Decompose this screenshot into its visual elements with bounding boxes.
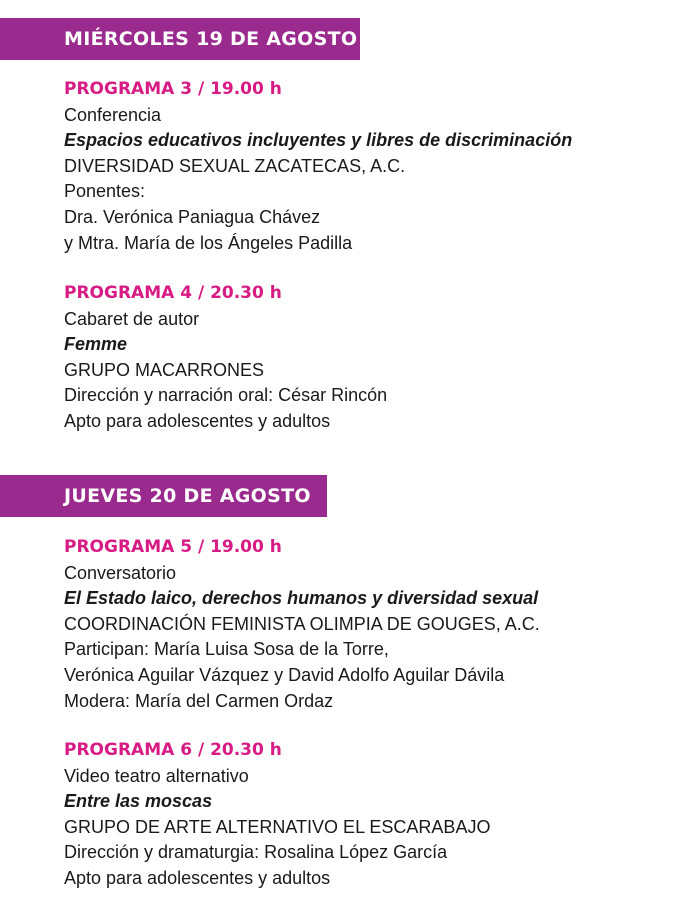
- program-detail: Dirección y narración oral: César Rincón: [64, 385, 388, 406]
- program-detail: y Mtra. María de los Ángeles Padilla: [64, 232, 353, 253]
- program-3: [64, 77, 684, 256]
- program-5: [64, 535, 684, 714]
- program-type: Conferencia: [64, 104, 162, 125]
- program-heading: PROGRAMA 5 / 19.00 h: [64, 537, 282, 557]
- program-type: Conversatorio: [64, 562, 177, 583]
- program-heading: PROGRAMA 4 / 20.30 h: [64, 283, 282, 303]
- program-detail: Dirección y dramaturgia: Rosalina López García: [64, 842, 448, 863]
- program-type: Cabaret de autor: [64, 308, 200, 329]
- program-4: [64, 281, 684, 435]
- event-title: El Estado laico, derechos humanos y diversidad sexual: [64, 588, 539, 609]
- program-detail: Modera: María del Carmen Ordaz: [64, 690, 334, 711]
- day-banner-wednesday: MIÉRCOLES 19 DE AGOSTO: [0, 18, 360, 60]
- program-detail: Apto para adolescentes y adultos: [64, 410, 331, 431]
- program-detail: GRUPO DE ARTE ALTERNATIVO EL ESCARABAJO: [64, 816, 491, 837]
- program-detail: Apto para adolescentes y adultos: [64, 867, 331, 888]
- program-detail: Ponentes:: [64, 181, 146, 202]
- program-detail: COORDINACIÓN FEMINISTA OLIMPIA DE GOUGES, A.C.: [64, 613, 540, 634]
- program-detail: DIVERSIDAD SEXUAL ZACATECAS, A.C.: [64, 155, 406, 176]
- event-title: Entre las moscas: [64, 791, 213, 812]
- program-detail: Dra. Verónica Paniagua Chávez: [64, 206, 321, 227]
- program-detail: GRUPO MACARRONES: [64, 359, 265, 380]
- program-6: [64, 738, 684, 892]
- program-detail: Verónica Aguilar Vázquez y David Adolfo Aguilar Dávila: [64, 664, 505, 685]
- program-heading: PROGRAMA 3 / 19.00 h: [64, 79, 282, 99]
- program-heading: PROGRAMA 6 / 20.30 h: [64, 740, 282, 760]
- event-title: Femme: [64, 334, 128, 355]
- program-detail: Participan: María Luisa Sosa de la Torre,: [64, 639, 389, 660]
- event-title: Espacios educativos incluyentes y libres de discriminación: [64, 130, 573, 151]
- day-banner-thursday: JUEVES 20 DE AGOSTO: [0, 475, 327, 517]
- program-type: Video teatro alternativo: [64, 765, 249, 786]
